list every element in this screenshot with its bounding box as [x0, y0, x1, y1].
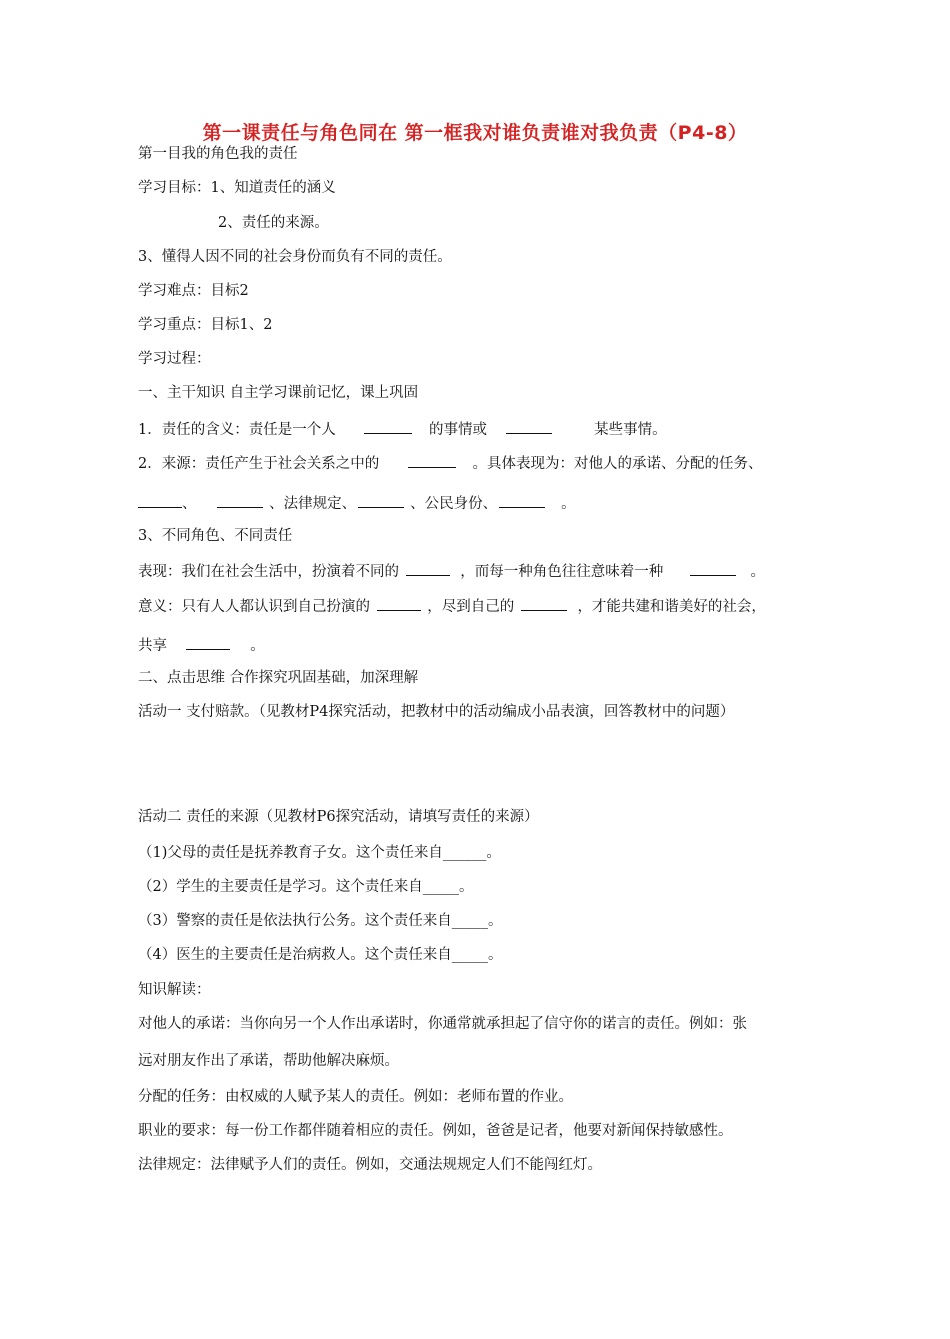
item-3-heading: 3、不同角色、不同责任	[138, 528, 293, 544]
item-2-text-c: 、	[182, 496, 197, 512]
fill-blank[interactable]	[521, 596, 567, 611]
fill-blank[interactable]	[364, 419, 412, 434]
learning-focus: 学习重点：目标1、2	[138, 317, 273, 333]
fill-blank[interactable]	[408, 453, 456, 468]
fill-blank[interactable]	[217, 493, 263, 508]
item-2-text-d: 、法律规定、	[269, 496, 357, 512]
fill-blank[interactable]	[186, 635, 230, 650]
item-2-continuation	[138, 493, 576, 513]
fill-blank[interactable]	[406, 561, 450, 576]
fill-blank[interactable]	[506, 419, 552, 434]
fill-blank[interactable]	[377, 596, 421, 611]
activity-2-question-1: （1)父母的责任是抚养教育子女。这个责任来自______。	[138, 845, 501, 861]
knowledge-promise-line-2: 远对朋友作出了承诺，帮助他解决麻烦。	[138, 1053, 399, 1069]
knowledge-job-requirement: 职业的要求：每一份工作都伴随着相应的责任。例如，爸爸是记者，他要对新闻保持敏感性。	[138, 1123, 733, 1139]
item-3-row2-text-a: 意义：只有人人都认识到自己扮演的	[138, 599, 370, 615]
activity-1: 活动一 支付赔款。（见教材P4探究活动，把教材中的活动编成小品表演，回答教材中的问题）	[138, 704, 735, 720]
item-2-text-b: 。具体表现为：对他人的承诺、分配的任务、	[472, 456, 763, 472]
item-3-row3-text-a: 共享	[138, 638, 167, 654]
goals-label: 学习目标：	[138, 180, 211, 196]
item-3-manifestation	[138, 561, 765, 581]
subtitle: 第一目我的角色我的责任	[138, 146, 298, 162]
knowledge-assigned-task: 分配的任务：由权威的人赋予某人的责任。例如：老师布置的作业。	[138, 1089, 573, 1105]
item-3-share	[138, 635, 265, 655]
section-2-heading: 二、点击思维 合作探究巩固基础，加深理解	[138, 670, 419, 686]
learning-goals-line	[138, 179, 336, 197]
fill-blank[interactable]	[499, 493, 545, 508]
item-3-row1-text-a: 表现：我们在社会生活中，扮演着不同的	[138, 564, 399, 580]
section-1-heading: 一、主干知识 自主学习课前记忆，课上巩固	[138, 385, 419, 401]
activity-2-question-2: （2）学生的主要责任是学习。这个责任来自_____。	[138, 879, 474, 895]
knowledge-law: 法律规定：法律赋予人们的责任。例如，交通法规规定人们不能闯红灯。	[138, 1157, 602, 1173]
fill-blank[interactable]	[138, 493, 182, 508]
page-title: 第一课责任与角色同在 第一框我对谁负责谁对我负责（P4-8）	[202, 122, 748, 144]
item-3-row1-text-b: ，而每一种角色往往意味着一种	[460, 564, 664, 580]
item-3-row3-text-b: 。	[250, 638, 265, 654]
activity-2: 活动二 责任的来源（见教材P6探究活动，请填写责任的来源）	[138, 809, 539, 825]
knowledge-heading: 知识解读：	[138, 982, 211, 998]
goal-2: 2、责任的来源。	[218, 215, 329, 231]
knowledge-promise-line-1: 对他人的承诺：当你向另一个人作出承诺时，你通常就承担起了信守你的诺言的责任。例如：张	[138, 1016, 747, 1032]
fill-blank[interactable]	[358, 493, 404, 508]
item-2-text-a: 2．来源：责任产生于社会关系之中的	[138, 456, 380, 472]
item-2-text-f: 。	[561, 496, 576, 512]
goal-3: 3、懂得人因不同的社会身份而负有不同的责任。	[138, 249, 452, 265]
item-2-line	[138, 453, 762, 473]
item-2-text-e: 、公民身份、	[410, 496, 498, 512]
item-3-row2-text-c: ，才能共建和谐美好的社会，	[577, 599, 766, 615]
item-3-row1-text-c: 。	[750, 564, 765, 580]
item-1-text-b: 的事情或	[428, 422, 487, 438]
item-3-row2-text-b: ，尽到自己的	[427, 599, 515, 615]
activity-2-question-3: （3）警察的责任是依法执行公务。这个责任来自_____。	[138, 913, 503, 929]
item-1-line	[138, 419, 667, 439]
fill-blank[interactable]	[690, 561, 736, 576]
learning-process: 学习过程：	[138, 351, 211, 367]
item-1-text-c: 某些事情。	[594, 422, 667, 438]
activity-2-question-4: （4）医生的主要责任是治病救人。这个责任来自_____。	[138, 947, 503, 963]
item-3-meaning	[138, 596, 766, 616]
learning-difficulty: 学习难点：目标2	[138, 283, 249, 299]
item-1-text-a: 1．责任的含义：责任是一个人	[138, 422, 336, 438]
goal-1: 1、知道责任的涵义	[210, 180, 336, 196]
